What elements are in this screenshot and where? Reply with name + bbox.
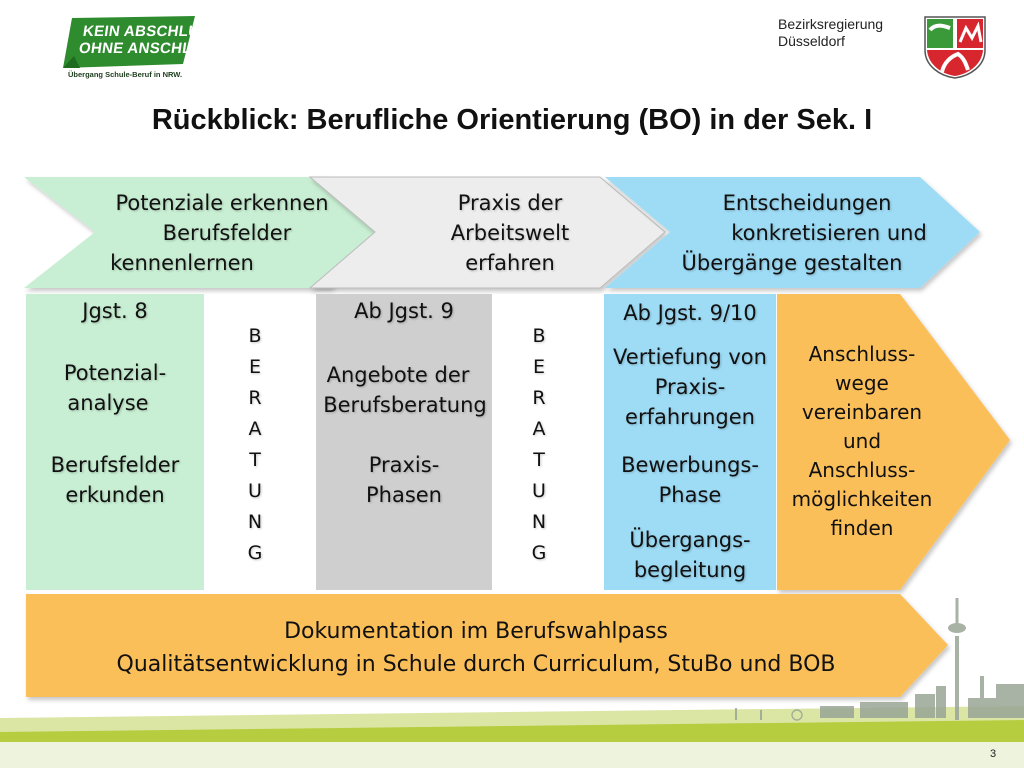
column-green	[26, 294, 204, 590]
column-grey-item-1-line-2: Berufsberatung	[323, 393, 487, 417]
column-grey-item-2-line-2: Phasen	[365, 483, 442, 507]
phase-praxis-line-2: Arbeitswelt	[450, 221, 570, 245]
column-orange-line-5: Anschluss-	[808, 458, 916, 482]
column-green-item-2-line-1: Berufsfelder	[50, 453, 180, 477]
phase-praxis-text	[410, 188, 610, 278]
column-green-item-2	[26, 450, 204, 510]
bottom-line-2: Qualitätsentwicklung in Schule durch Curriculum, StuBo und BOB	[116, 652, 836, 677]
beratung-2-letter: B	[532, 325, 546, 347]
column-orange-line-4: und	[842, 429, 882, 453]
slide-title: Rückblick: Berufliche Orientierung (BO) in der Sek. I	[151, 104, 873, 136]
column-blue-item-3-line-1: Übergangs-	[629, 528, 751, 552]
column-grey-item-2	[316, 450, 492, 510]
column-blue-item-1-line-2: Praxis-	[654, 375, 726, 399]
phase-potenziale-line-1: Potenziale erkennen	[115, 191, 329, 215]
beratung-1-letter: E	[248, 356, 261, 378]
beratung-1-letter: N	[247, 511, 263, 533]
beratung-1-letter: G	[247, 542, 263, 564]
beratung-2-letter: G	[531, 542, 547, 564]
phase-potenziale-text	[92, 188, 352, 278]
beratung-2-letter: N	[531, 511, 547, 533]
logo-line-1: KEIN ABSCHLUSS	[81, 23, 222, 40]
beratung-2-letter: A	[532, 418, 546, 440]
authority-line-2: Düsseldorf	[778, 33, 845, 49]
phase-potenziale-line-2: Berufsfelder	[162, 221, 292, 245]
phase-potenziale-line-3: kennenlernen	[110, 251, 254, 275]
logo-line-2: OHNE ANSCHLUSS	[77, 40, 225, 57]
phase-praxis-line-1: Praxis der	[457, 191, 563, 215]
beratung-1-letter: A	[248, 418, 262, 440]
beratung-1-letter: R	[248, 387, 262, 409]
beratung-1-letter: U	[248, 480, 262, 502]
phase-entscheidungen-line-1: Entscheidungen	[722, 191, 892, 215]
column-green-item-1-line-1: Potenzial-	[63, 361, 167, 385]
phase-praxis-line-3: erfahren	[465, 251, 555, 275]
column-blue-item-2	[600, 450, 780, 510]
beratung-2-letter: R	[532, 387, 546, 409]
column-blue-item-2-line-2: Phase	[658, 483, 722, 507]
phase-entscheidungen-line-2: konkretisieren und	[731, 221, 927, 245]
page-number: 3	[990, 748, 997, 760]
phase-entscheidungen-text	[662, 188, 952, 278]
column-orange-line-1: Anschluss-	[808, 342, 916, 366]
column-green-heading: Jgst. 8	[82, 299, 148, 323]
column-blue-item-1-line-3: erfahrungen	[625, 405, 755, 429]
footer-band-base	[0, 742, 1024, 768]
beratung-vertical-2	[524, 321, 554, 569]
column-blue-item-3	[600, 525, 780, 585]
logo-subline: Übergang Schule-Beruf in NRW.	[68, 70, 183, 79]
column-blue-item-3-line-2: begleitung	[633, 558, 747, 582]
column-orange-line-2: wege	[835, 371, 889, 395]
bottom-arrow-text	[26, 615, 926, 681]
beratung-vertical-1	[240, 321, 270, 569]
column-grey-item-2-line-1: Praxis-	[368, 453, 440, 477]
column-green-item-1-line-2: analyse	[67, 391, 149, 415]
column-orange-line-7: finden	[830, 516, 894, 540]
column-blue-heading: Ab Jgst. 9/10	[623, 301, 757, 325]
column-blue-item-2-line-1: Bewerbungs-	[621, 453, 759, 477]
column-orange-line-6: möglichkeiten	[791, 487, 933, 511]
beratung-2-letter: E	[532, 356, 545, 378]
column-orange-line-3: vereinbaren	[801, 400, 923, 424]
beratung-1-letter: T	[249, 449, 261, 471]
column-grey-item-1	[310, 360, 500, 420]
beratung-1-letter: B	[248, 325, 262, 347]
column-orange-text	[780, 340, 944, 543]
column-green-item-1	[26, 358, 204, 418]
authority-line-1: Bezirksregierung	[778, 16, 884, 32]
phase-entscheidungen-line-3: Übergänge gestalten	[681, 251, 903, 275]
column-grey-item-1-line-1: Angebote der	[326, 363, 470, 387]
column-grey	[316, 294, 492, 590]
beratung-2-letter: T	[533, 449, 545, 471]
column-grey-heading: Ab Jgst. 9	[354, 299, 454, 323]
column-blue-item-1	[600, 342, 780, 432]
beratung-2-letter: U	[532, 480, 546, 502]
column-blue-item-1-line-1: Vertiefung von	[613, 345, 767, 369]
bottom-line-1: Dokumentation im Berufswahlpass	[284, 619, 668, 644]
column-green-item-2-line-2: erkunden	[65, 483, 165, 507]
